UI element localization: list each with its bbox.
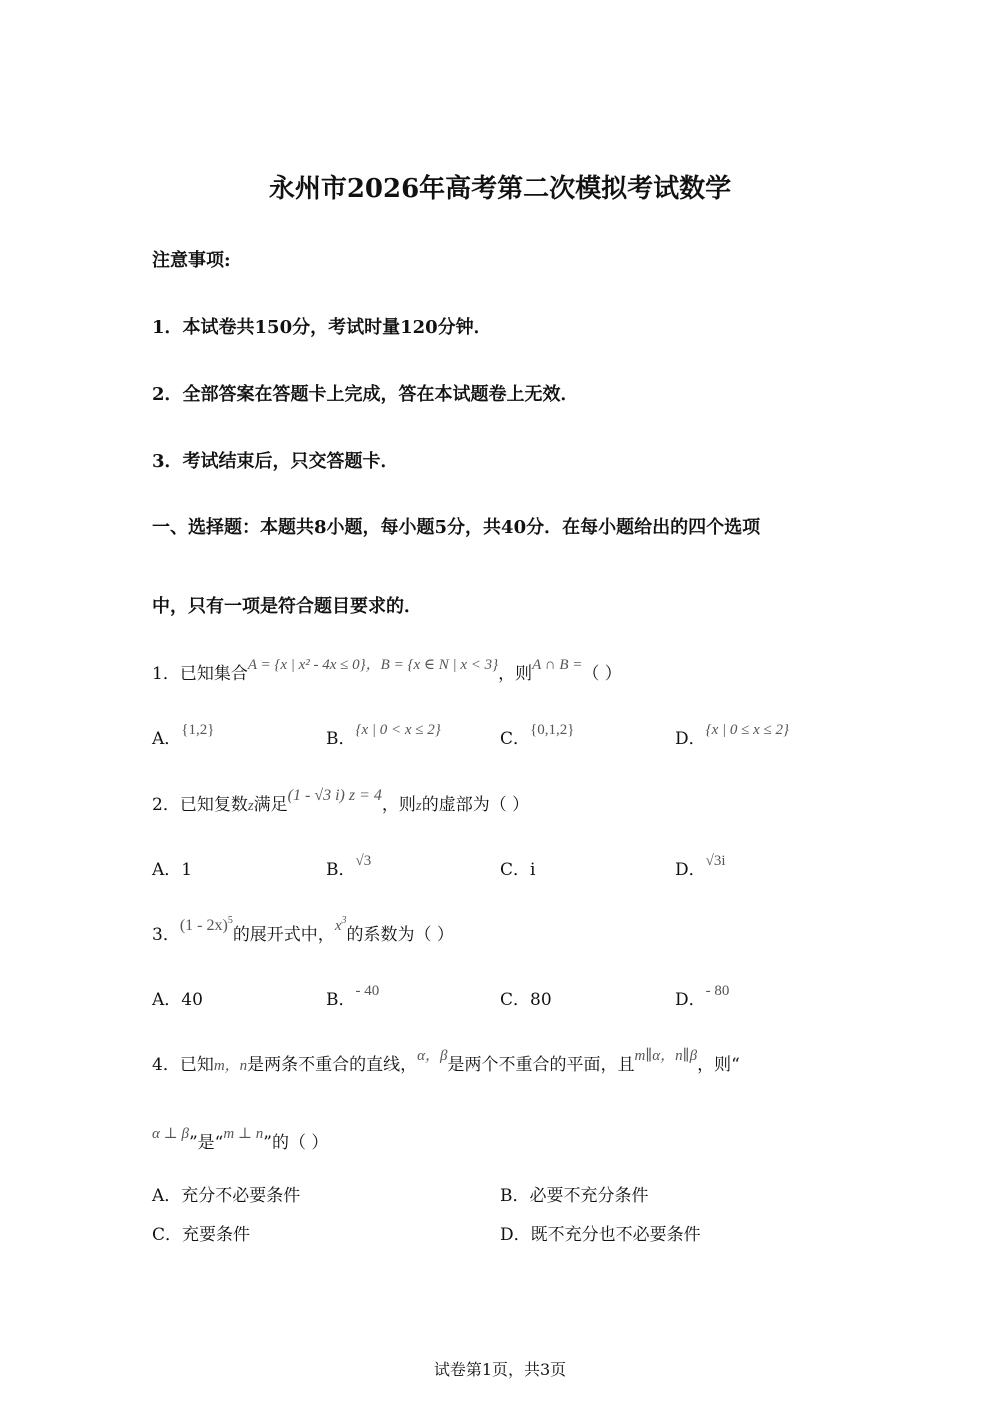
notice-item-1: 1．本试卷共150分，考试时量120分钟． xyxy=(152,317,492,338)
option-value: 充要条件 xyxy=(182,1225,251,1245)
option-value: 80 xyxy=(530,990,552,1010)
q4-mid1: 是两条不重合的直线， xyxy=(247,1055,418,1075)
q4-line2-mid: ”是“ xyxy=(188,1133,224,1153)
q4-mid2: 是两个不重合的平面，且 xyxy=(447,1055,635,1075)
q4-option-c[interactable] xyxy=(152,1220,250,1245)
option-label: A． xyxy=(152,860,182,880)
option-label: D． xyxy=(500,1225,531,1245)
q2-prefix: 2．已知复数 xyxy=(152,795,248,815)
option-label: B． xyxy=(326,990,356,1010)
option-value: - 80 xyxy=(705,983,730,999)
option-value: √3 xyxy=(355,853,372,869)
q3-prefix: 3． xyxy=(152,925,180,945)
q1-suffix: （ ） xyxy=(582,664,622,684)
q4-option-a[interactable] xyxy=(152,1181,300,1206)
option-label: D． xyxy=(675,729,706,749)
q1-option-d[interactable] xyxy=(675,724,789,749)
q3-suffix: 的系数为（ ） xyxy=(346,925,454,945)
question-4-line2 xyxy=(152,1128,328,1153)
q2-option-a[interactable] xyxy=(152,855,192,880)
option-label: A． xyxy=(152,1186,182,1206)
q4-line2-suffix: ”的（ ） xyxy=(263,1133,329,1153)
q3-term-exponent: 3 xyxy=(341,915,347,926)
q1-mid: ，则 xyxy=(498,664,533,684)
question-3 xyxy=(152,915,454,945)
question-2 xyxy=(152,787,530,815)
option-label: B． xyxy=(326,860,356,880)
option-value: - 40 xyxy=(355,983,380,999)
q4-option-d[interactable] xyxy=(500,1220,701,1245)
option-label: D． xyxy=(675,990,706,1010)
option-label: C． xyxy=(152,1225,183,1245)
q3-mid: 的展开式中， xyxy=(232,925,335,945)
option-value: {x | 0 < x ≤ 2} xyxy=(355,722,441,738)
q2-var-z2: z xyxy=(415,798,422,814)
q4-line-relation: m ⊥ n xyxy=(223,1126,264,1142)
q3-option-c[interactable] xyxy=(500,985,552,1010)
q2-option-b[interactable] xyxy=(326,855,371,880)
q1-intersection-expression: A ∩ B = xyxy=(532,657,583,673)
q3-binomial-base: (1 - 2x) xyxy=(179,917,228,934)
q1-option-c[interactable] xyxy=(500,724,574,749)
question-4 xyxy=(152,1050,740,1075)
q1-option-b[interactable] xyxy=(326,724,441,749)
q4-condition: m∥α，n∥β xyxy=(634,1048,698,1064)
q2-var-z: z xyxy=(247,798,254,814)
option-label: C． xyxy=(500,729,531,749)
q3-option-d[interactable] xyxy=(675,985,729,1010)
option-label: B． xyxy=(500,1186,530,1206)
notice-item-3: 3．考试结束后，只交答题卡． xyxy=(152,451,399,472)
option-value: √3i xyxy=(705,853,726,869)
option-value: {0,1,2} xyxy=(530,722,575,738)
q3-term-var: x xyxy=(334,918,342,934)
option-label: A． xyxy=(152,990,182,1010)
q4-mid3: ，则“ xyxy=(697,1055,740,1075)
section-heading-line2: 中，只有一项是符合题目要求的． xyxy=(152,596,422,617)
q4-planes: α，β xyxy=(417,1048,448,1064)
notice-heading: 注意事项: xyxy=(152,250,231,271)
option-value: {1,2} xyxy=(181,722,215,738)
q2-suffix: 的虚部为（ ） xyxy=(421,795,530,815)
option-value: i xyxy=(530,860,536,880)
q1-set-expression: A = {x | x² - 4x ≤ 0}，B = {x ∈ N | x < 3} xyxy=(247,657,499,673)
option-label: C． xyxy=(500,860,531,880)
q3-binomial-exponent: 5 xyxy=(227,915,233,926)
q4-option-b[interactable] xyxy=(500,1181,649,1206)
option-value: 必要不充分条件 xyxy=(529,1186,649,1206)
q2-mid2: ，则 xyxy=(381,795,416,815)
q4-lines: m，n xyxy=(213,1058,248,1074)
page-footer: 试卷第1页，共3页 xyxy=(433,1360,567,1379)
q4-plane-relation: α ⊥ β xyxy=(152,1126,189,1142)
q1-prefix: 1．已知集合 xyxy=(152,664,248,684)
question-1 xyxy=(152,659,622,684)
q2-option-d[interactable] xyxy=(675,855,726,880)
option-label: A． xyxy=(152,729,182,749)
q2-option-c[interactable] xyxy=(500,855,535,880)
q3-term xyxy=(334,915,347,934)
notice-item-2: 2．全部答案在答题卡上完成，答在本试题卷上无效． xyxy=(152,384,579,405)
q3-option-a[interactable] xyxy=(152,985,203,1010)
q2-mid: 满足 xyxy=(253,795,288,815)
option-value: 充分不必要条件 xyxy=(181,1186,301,1206)
option-label: C． xyxy=(500,990,531,1010)
q1-option-a[interactable] xyxy=(152,724,214,749)
option-label: D． xyxy=(675,860,706,880)
q2-equation: (1 - √3 i) z = 4 xyxy=(287,787,382,804)
section-heading-line1: 一、选择题：本题共8小题，每小题5分，共40分．在每小题给出的四个选项 xyxy=(152,517,761,538)
option-value: 1 xyxy=(181,860,193,880)
option-label: B． xyxy=(326,729,356,749)
q4-prefix: 4．已知 xyxy=(152,1055,214,1075)
q3-binomial xyxy=(180,917,233,934)
option-value: 既不充分也不必要条件 xyxy=(530,1225,701,1245)
option-value: 40 xyxy=(181,990,203,1010)
q3-option-b[interactable] xyxy=(326,985,379,1010)
page-title: 永州市2026年高考第二次模拟考试数学 xyxy=(268,174,732,204)
option-value: {x | 0 ≤ x ≤ 2} xyxy=(705,722,790,738)
